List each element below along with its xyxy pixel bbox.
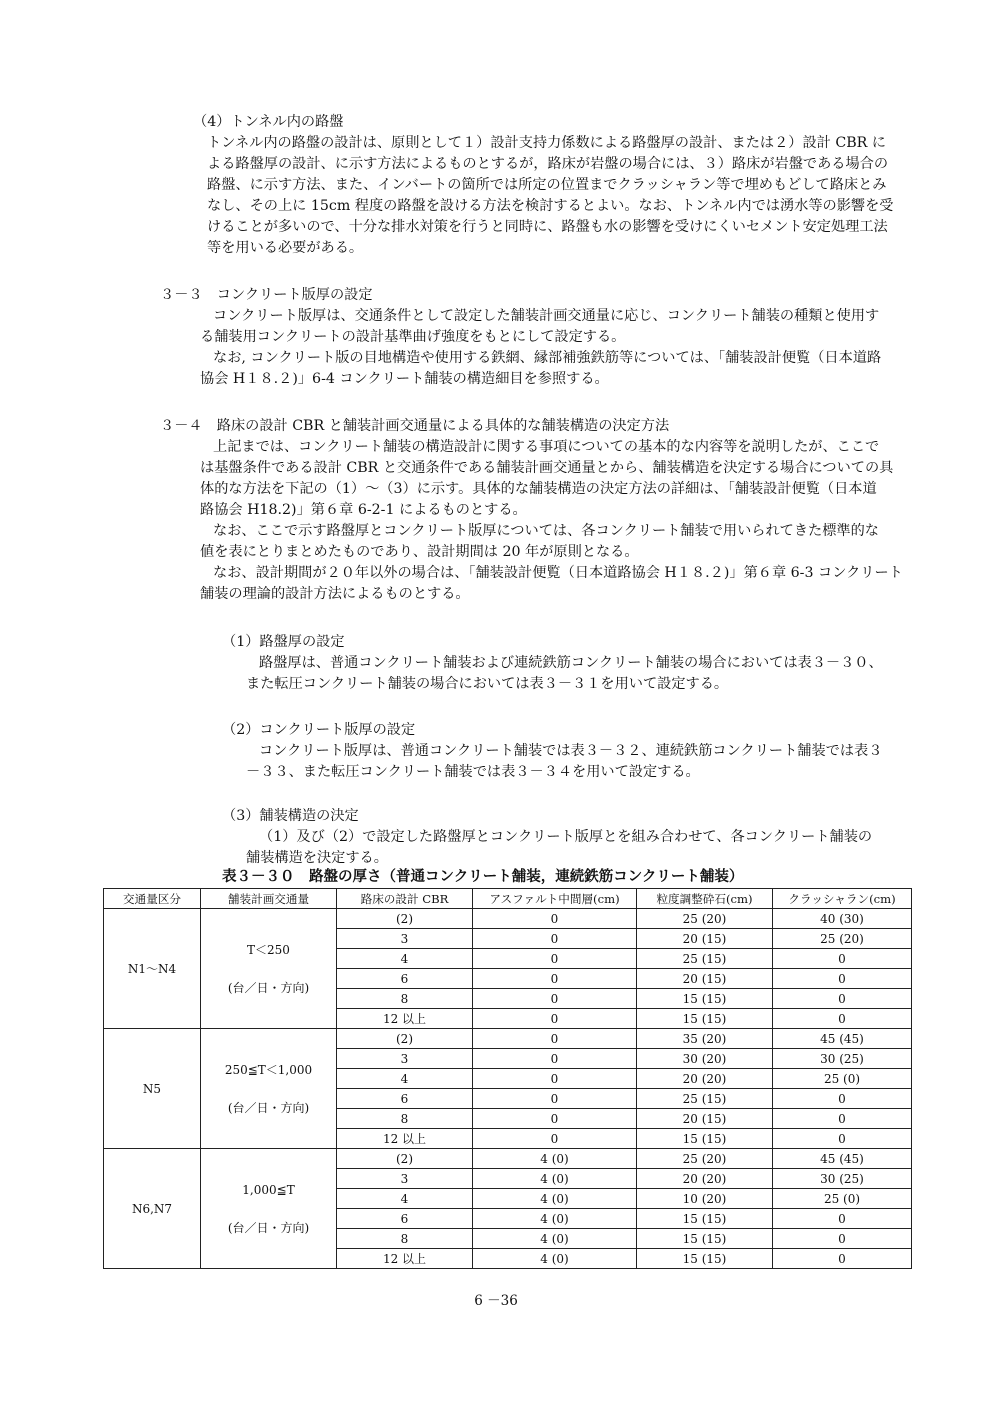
section34-line: 路協会 H18.2)」第６章 6-2-1 によるものとする。 xyxy=(200,502,527,518)
crusher-run-cell: 30 (25) xyxy=(773,1169,912,1189)
crusher-run-cell: 30 (25) xyxy=(773,1049,912,1069)
asphalt-cell: 0 xyxy=(473,1089,637,1109)
cbr-cell: 4 xyxy=(337,1189,473,1209)
asphalt-cell: 0 xyxy=(473,1129,637,1149)
crusher-run-cell: 0 xyxy=(773,1229,912,1249)
graded-stone-cell: 30 (20) xyxy=(637,1049,773,1069)
crusher-run-cell: 0 xyxy=(773,1249,912,1269)
cbr-cell: 4 xyxy=(337,949,473,969)
sub2-line: コンクリート版厚は、普通コンクリート舗装では表３－３２、連続鉄筋コンクリート舗装では表３ xyxy=(259,743,883,759)
graded-stone-cell: 25 (15) xyxy=(637,949,773,969)
asphalt-cell: 0 xyxy=(473,929,637,949)
cbr-cell: 8 xyxy=(337,989,473,1009)
graded-stone-cell: 15 (15) xyxy=(637,1129,773,1149)
traffic-class-cell: N6,N7 xyxy=(104,1149,201,1269)
header-traffic-class: 交通量区分 xyxy=(104,889,201,909)
graded-stone-cell: 35 (20) xyxy=(637,1029,773,1049)
spacer xyxy=(201,959,336,979)
section34-line: 上記までは、コンクリート舗装の構造設計に関する事項についての基本的な内容等を説明したが、ここで xyxy=(213,439,880,455)
header-graded-stone: 粒度調整砕石(cm) xyxy=(637,889,773,909)
table-caption: 表３－３０ 路盤の厚さ（普通コンクリート舗装，連続鉄筋コンクリート舗装） xyxy=(222,868,744,885)
graded-stone-cell: 25 (20) xyxy=(637,1149,773,1169)
section34-line: なお、ここで示す路盤厚とコンクリート版厚については、各コンクリート舗装で用いられてきた標準的な xyxy=(213,523,879,539)
section4-line: よる路盤厚の設計、に示す方法によるものとするが，路床が岩盤の場合には、３）路床が岩盤である場合の xyxy=(207,156,889,172)
section34-line: 舗装の理論的設計方法によるものとする。 xyxy=(200,586,470,602)
sub3-line: 舗装構造を決定する。 xyxy=(246,850,388,866)
planned-traffic-cell xyxy=(201,1029,337,1149)
table-row xyxy=(104,909,912,929)
header-planned-traffic: 舗装計画交通量 xyxy=(201,889,337,909)
table-row xyxy=(104,1149,912,1169)
planned-traffic-cell xyxy=(201,1149,337,1269)
table-body xyxy=(104,909,912,1269)
graded-stone-cell: 15 (15) xyxy=(637,1009,773,1029)
asphalt-cell: 4 (0) xyxy=(473,1229,637,1249)
asphalt-cell: 0 xyxy=(473,1069,637,1089)
asphalt-cell: 4 (0) xyxy=(473,1249,637,1269)
cbr-cell: 4 xyxy=(337,1069,473,1089)
section34-line: 値を表にとりまとめたものであり、設計期間は 20 年が原則となる。 xyxy=(200,544,639,560)
crusher-run-cell: 25 (0) xyxy=(773,1069,912,1089)
graded-stone-cell: 20 (15) xyxy=(637,969,773,989)
cbr-cell: (2) xyxy=(337,1149,473,1169)
section34-line: 体的な方法を下記の（1）～（3）に示す。具体的な舗装構造の決定方法の詳細は、「舗装設計便覧（日本道 xyxy=(200,481,877,497)
sub3-line: （1）及び（2）で設定した路盤厚とコンクリート版厚とを組み合わせて、各コンクリート舗装の xyxy=(259,829,873,845)
spacer xyxy=(201,1199,336,1219)
cbr-cell: 8 xyxy=(337,1229,473,1249)
crusher-run-cell: 0 xyxy=(773,1129,912,1149)
graded-stone-cell: 15 (15) xyxy=(637,1249,773,1269)
planned-traffic-value: 250≦T＜1,000 xyxy=(224,1062,313,1077)
cbr-cell: 12 以上 xyxy=(337,1129,473,1149)
graded-stone-cell: 25 (20) xyxy=(637,909,773,929)
crusher-run-cell: 25 (0) xyxy=(773,1189,912,1209)
sub1-heading: （1）路盤厚の設定 xyxy=(222,634,345,650)
crusher-run-cell: 40 (30) xyxy=(773,909,912,929)
cbr-cell: 3 xyxy=(337,1169,473,1189)
crusher-run-cell: 0 xyxy=(773,949,912,969)
cbr-cell: 12 以上 xyxy=(337,1009,473,1029)
cbr-cell: 8 xyxy=(337,1109,473,1129)
asphalt-cell: 4 (0) xyxy=(473,1189,637,1209)
section4-heading: （4）トンネル内の路盤 xyxy=(193,114,344,130)
crusher-run-cell: 45 (45) xyxy=(773,1029,912,1049)
planned-traffic-value: 1,000≦T xyxy=(242,1182,295,1197)
section34-heading: ３－４ 路床の設計 CBR と舗装計画交通量による具体的な舗装構造の決定方法 xyxy=(160,418,670,434)
header-design-cbr: 路床の設計 CBR xyxy=(337,889,473,909)
asphalt-cell: 0 xyxy=(473,909,637,929)
asphalt-cell: 0 xyxy=(473,969,637,989)
crusher-run-cell: 0 xyxy=(773,1009,912,1029)
section4-line: けることが多いので、十分な排水対策を行うと同時に、路盤も水の影響を受けにくいセメント安定処理工法 xyxy=(207,219,888,235)
spacer xyxy=(201,1079,336,1099)
planned-traffic-value: T＜250 xyxy=(247,942,290,957)
planned-traffic-unit: (台／日・方向) xyxy=(227,980,310,995)
sub2-line: －３３、また転圧コンクリート舗装では表３－３４を用いて設定する。 xyxy=(246,764,700,780)
section33-line: る舗装用コンクリートの設計基準曲げ強度をもとにして設定する。 xyxy=(200,329,626,345)
asphalt-cell: 4 (0) xyxy=(473,1149,637,1169)
asphalt-cell: 0 xyxy=(473,949,637,969)
asphalt-cell: 0 xyxy=(473,989,637,1009)
traffic-class-cell: N1～N4 xyxy=(104,909,201,1029)
planned-traffic-cell xyxy=(201,909,337,1029)
section33-heading: ３－３ コンクリート版厚の設定 xyxy=(160,287,373,303)
asphalt-cell: 0 xyxy=(473,1029,637,1049)
crusher-run-cell: 0 xyxy=(773,989,912,1009)
planned-traffic-unit: (台／日・方向) xyxy=(227,1220,310,1235)
graded-stone-cell: 15 (15) xyxy=(637,1229,773,1249)
traffic-class-cell: N5 xyxy=(104,1029,201,1149)
section33-line: なお, コンクリート版の目地構造や使用する鉄網、縁部補強鉄筋等については、「舗装設計便覧（日本道路 xyxy=(213,350,882,366)
section4-line: トンネル内の路盤の設計は、原則として１）設計支持力係数による路盤厚の設計、または２）設計 CBR に xyxy=(207,135,886,151)
header-asphalt-layer: アスファルト中間層(cm) xyxy=(473,889,637,909)
crusher-run-cell: 0 xyxy=(773,1089,912,1109)
crusher-run-cell: 0 xyxy=(773,1109,912,1129)
asphalt-cell: 0 xyxy=(473,1009,637,1029)
section34-line: なお、設計期間が２０年以外の場合は、「舗装設計便覧（日本道路協会 H１８.２)」第６章 6-3 コンクリート xyxy=(213,565,903,581)
graded-stone-cell: 20 (15) xyxy=(637,929,773,949)
cbr-cell: 6 xyxy=(337,1209,473,1229)
cbr-cell: 3 xyxy=(337,1049,473,1069)
sub1-line: 路盤厚は、普通コンクリート舗装および連続鉄筋コンクリート舗装の場合においては表３－３０、 xyxy=(259,655,883,671)
graded-stone-cell: 10 (20) xyxy=(637,1189,773,1209)
header-crusher-run: クラッシャラン(cm) xyxy=(773,889,912,909)
section33-line: コンクリート版厚は、交通条件として設定した舗装計画交通量に応じ、コンクリート舗装の種類と使用す xyxy=(213,308,880,324)
crusher-run-cell: 25 (20) xyxy=(773,929,912,949)
page-number: 6 －36 xyxy=(474,1293,518,1309)
asphalt-cell: 0 xyxy=(473,1049,637,1069)
sub3-heading: （3）舗装構造の決定 xyxy=(222,808,359,824)
cbr-cell: 6 xyxy=(337,969,473,989)
sub1-line: また転圧コンクリート舗装の場合においては表３－３１を用いて設定する。 xyxy=(246,676,729,692)
graded-stone-cell: 25 (15) xyxy=(637,1089,773,1109)
table-row xyxy=(104,1029,912,1049)
cbr-cell: (2) xyxy=(337,909,473,929)
cbr-cell: 12 以上 xyxy=(337,1249,473,1269)
section4-line: 路盤、に示す方法、また、インバートの箇所では所定の位置までクラッシャラン等で埋めもどして路床とみ xyxy=(207,177,887,193)
graded-stone-cell: 20 (15) xyxy=(637,1109,773,1129)
crusher-run-cell: 45 (45) xyxy=(773,1149,912,1169)
table-header-row xyxy=(104,889,912,909)
crusher-run-cell: 0 xyxy=(773,969,912,989)
section34-line: は基盤条件である設計 CBR と交通条件である舗装計画交通量とから、舗装構造を決定する場合についての具 xyxy=(200,460,894,476)
cbr-cell: 6 xyxy=(337,1089,473,1109)
section4-line: 等を用いる必要がある。 xyxy=(207,240,364,256)
graded-stone-cell: 15 (15) xyxy=(637,989,773,1009)
cbr-cell: 3 xyxy=(337,929,473,949)
sub2-heading: （2）コンクリート版厚の設定 xyxy=(222,722,416,738)
section33-line: 協会 H１８.２)」6-4 コンクリート舗装の構造細目を参照する。 xyxy=(200,371,609,387)
pavement-thickness-table xyxy=(103,888,912,1269)
asphalt-cell: 0 xyxy=(473,1109,637,1129)
asphalt-cell: 4 (0) xyxy=(473,1169,637,1189)
cbr-cell: (2) xyxy=(337,1029,473,1049)
crusher-run-cell: 0 xyxy=(773,1209,912,1229)
planned-traffic-unit: (台／日・方向) xyxy=(227,1100,310,1115)
graded-stone-cell: 20 (20) xyxy=(637,1169,773,1189)
graded-stone-cell: 20 (20) xyxy=(637,1069,773,1089)
graded-stone-cell: 15 (15) xyxy=(637,1209,773,1229)
asphalt-cell: 4 (0) xyxy=(473,1209,637,1229)
section4-line: なし、その上に 15cm 程度の路盤を設ける方法を検討するとよい。なお、トンネル内では湧水等の影響を受 xyxy=(207,198,894,214)
